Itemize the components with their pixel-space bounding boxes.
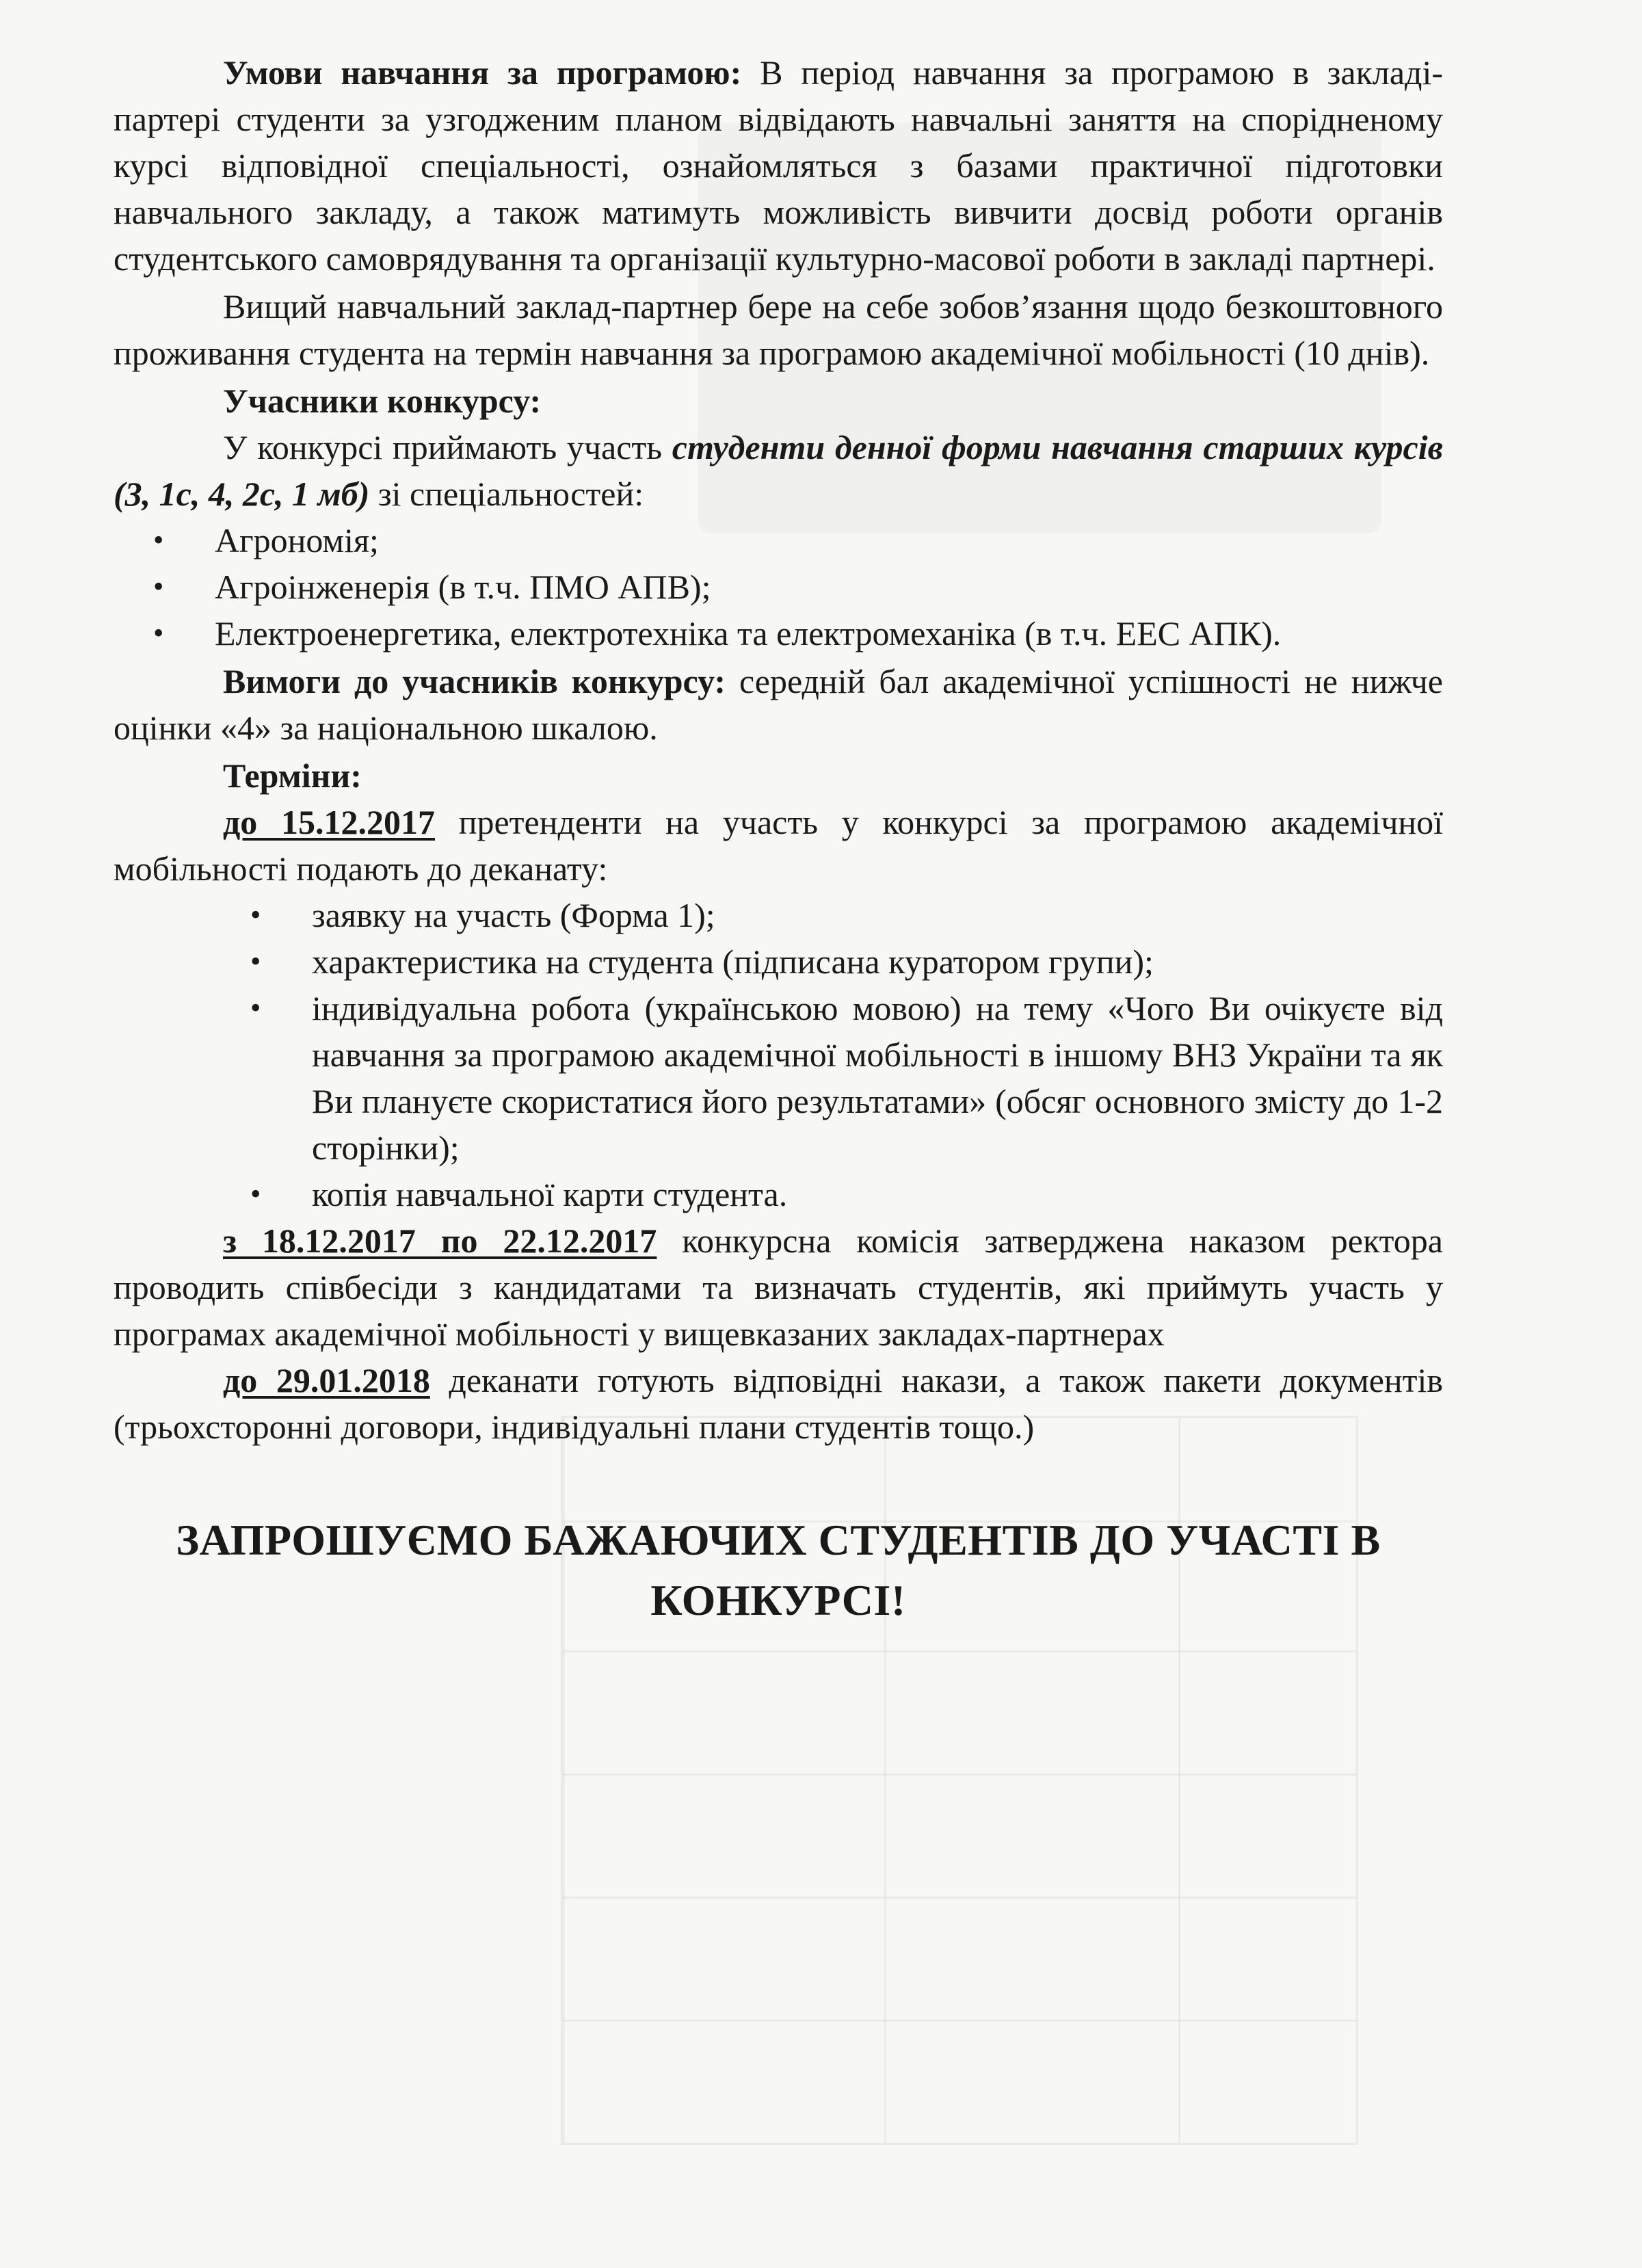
list-item xyxy=(114,892,1443,938)
requirements-heading: Вимоги до учасників конкурсу: xyxy=(223,662,726,700)
requirements-text: середній бал академічної успішності не нижче оцінки «4» за національною шкалою. xyxy=(114,662,1443,747)
bullet-icon: • xyxy=(153,570,164,603)
participants-emphasis: студенти денної форми навчання старших курсів (3, 1с, 4, 2с, 1 мб) xyxy=(114,428,1443,513)
conditions-heading: Умови навчання за програмою: xyxy=(223,53,742,92)
specialty-label: Агрономія; xyxy=(215,521,379,559)
list-item xyxy=(114,985,1443,1171)
specialties-list xyxy=(114,517,1443,657)
deadline-1-paragraph xyxy=(114,799,1443,892)
bullet-icon: • xyxy=(153,616,164,650)
terms-heading: Терміни: xyxy=(223,756,362,795)
participants-text-after: зі спеціальностей: xyxy=(369,475,644,513)
documents-list xyxy=(114,892,1443,1217)
deadline-2-text: конкурсна комісія затверджена наказом ректора проводить співбесіди з кандидатами та визначать студентів, які приймуть участь у програмах академічної мобільності у вищевказаних закладах-партнерах xyxy=(114,1222,1443,1353)
deadline-3-paragraph xyxy=(114,1357,1443,1450)
document-body xyxy=(114,49,1443,1631)
closing-invitation: ЗАПРОШУЄМО БАЖАЮЧИХ СТУДЕНТІВ ДО УЧАСТІ В КОНКУРСІ! xyxy=(176,1516,1381,1624)
bullet-icon: • xyxy=(250,991,261,1025)
participants-heading: Учасники конкурсу: xyxy=(223,382,542,420)
list-item xyxy=(114,1171,1443,1217)
deadline-2-date: з 18.12.2017 по 22.12.2017 xyxy=(223,1222,657,1260)
bullet-icon: • xyxy=(250,945,261,978)
deadline-1-text: претенденти на участь у конкурсі за програмою академічної мобільності подають до деканату: xyxy=(114,803,1443,888)
participants-heading-paragraph xyxy=(114,378,1443,424)
specialty-label: Агроінженерія (в т.ч. ПМО АПВ); xyxy=(215,568,711,606)
deadline-3-text: деканати готують відповідні накази, а також пакети документів (трьохсторонні договори, індивідуальні плани студентів тощо.) xyxy=(114,1361,1443,1446)
deadline-2-paragraph xyxy=(114,1217,1443,1357)
document-label: копія навчальної карти студента. xyxy=(312,1175,788,1213)
terms-heading-paragraph xyxy=(114,752,1443,799)
list-item xyxy=(114,610,1443,657)
deadline-3-date: до 29.01.2018 xyxy=(223,1361,430,1399)
document-label: заявку на участь (Форма 1); xyxy=(312,896,715,934)
accommodation-paragraph: Вищий навчальний заклад-партнер бере на себе зобов’язання щодо безкоштовного проживання студента на термін навчання за програмою академічної мобільності (10 днів). xyxy=(114,287,1443,372)
conditions-paragraph xyxy=(114,49,1443,282)
requirements-paragraph xyxy=(114,658,1443,751)
list-item xyxy=(114,938,1443,985)
participants-text-before: У конкурсі приймають участь xyxy=(223,428,672,466)
document-label: індивідуальна робота (українською мовою) на тему «Чого Ви очікуєте від навчання за програмою академічної мобільності в іншому ВНЗ України та як Ви плануєте скористатися його результатами» (обсяг основного змісту до 1-2 сторінки); xyxy=(312,989,1443,1167)
list-item xyxy=(114,564,1443,610)
deadline-1-date: до 15.12.2017 xyxy=(223,803,435,841)
list-item xyxy=(114,517,1443,564)
document-label: характеристика на студента (підписана куратором групи); xyxy=(312,942,1154,981)
specialty-label: Електроенергетика, електротехніка та електромеханіка (в т.ч. ЕЕС АПК). xyxy=(215,614,1282,652)
conditions-text: В період навчання за програмою в закладі-партері студенти за узгодженим планом відвідають навчальні заняття на спорідненому курсі відповідної спеціальності, ознайомляться з базами практичної підготовки навчального закладу, а також матимуть можливість вивчити досвід роботи органів студентського самоврядування та організації культурно-масової роботи в закладі партнері. xyxy=(114,53,1443,278)
bullet-icon: • xyxy=(153,523,164,557)
bullet-icon: • xyxy=(250,898,261,932)
participants-paragraph xyxy=(114,424,1443,517)
bullet-icon: • xyxy=(250,1177,261,1211)
